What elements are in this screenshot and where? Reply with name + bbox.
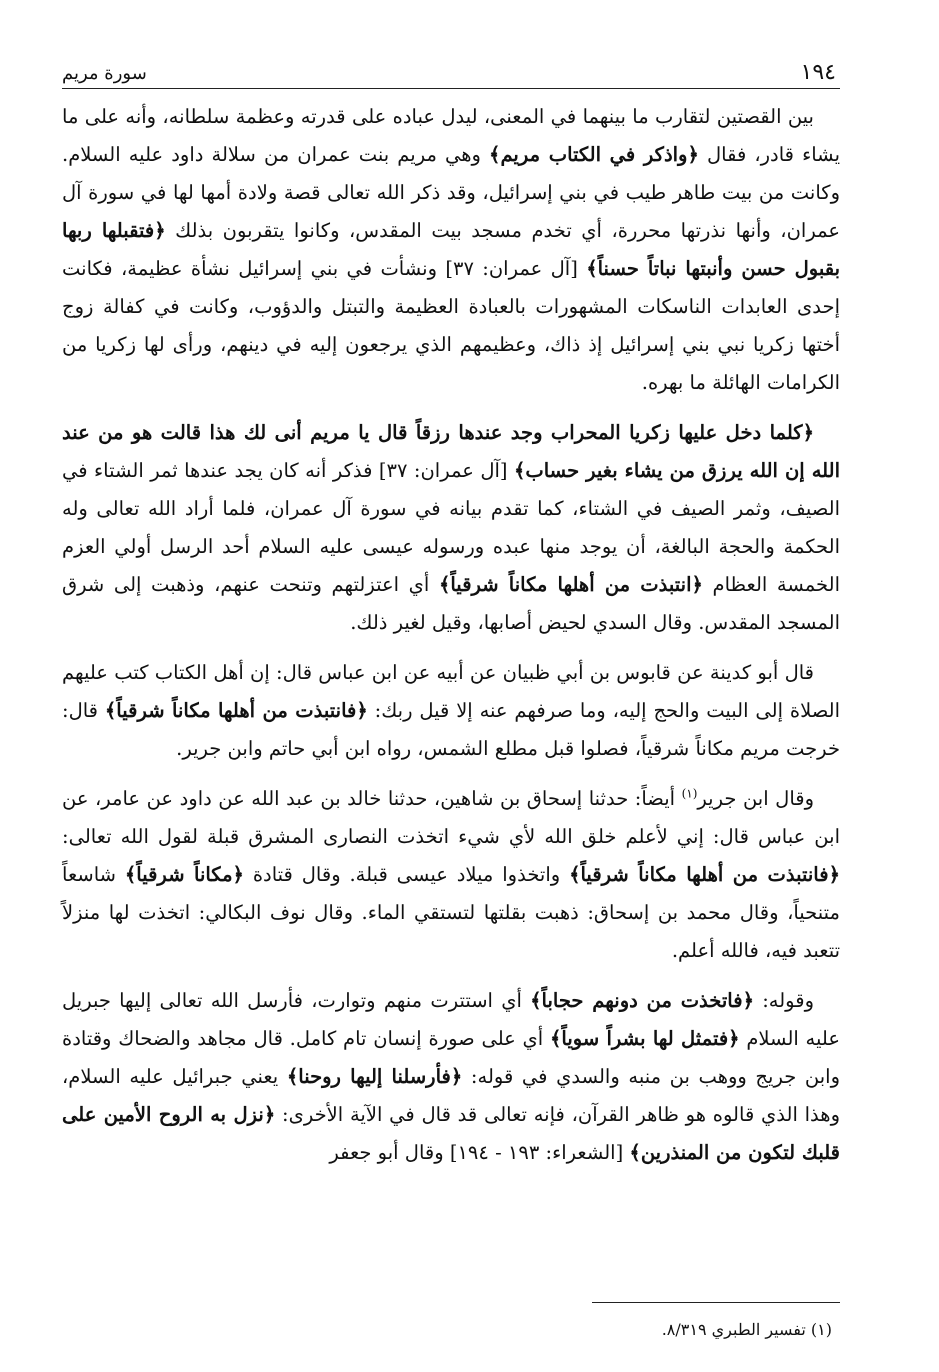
quran-quote: ﴿فاتخذت من دونهم حجاباً﴾ [530, 989, 754, 1012]
text-run: أي على صورة إنسان تام كامل. قال مجاهد والضحاك وقتادة وابن جريج ووهب بن منبه والسدي في قوله: [62, 1027, 840, 1088]
footnote-ref: (١) [681, 786, 698, 801]
text-run: أي اعتزلتهم وتنحت عنهم، وذهبت إلى شرق المسجد المقدس. وقال السدي لحيض أصابها، وقيل لغير ذلك. [62, 573, 840, 634]
quran-quote: ﴿واذكر في الكتاب مريم﴾ [489, 143, 699, 166]
quran-quote: ﴿فانتبذت من أهلها مكاناً شرقياً﴾ [569, 863, 840, 886]
paragraph [62, 98, 840, 402]
text-run: قال: خرجت مريم مكاناً شرقياً، فصلوا قبل مطلع الشمس، رواه ابن أبي حاتم وابن جرير. [62, 699, 840, 760]
surah-title: سورة مريم [62, 63, 147, 84]
quran-quote: ﴿فأرسلنا إليها روحنا﴾ [286, 1065, 463, 1088]
quran-quote: ﴿فتمثل لها بشراً سوياً﴾ [549, 1027, 740, 1050]
text-run: [الشعراء: ١٩٣ - ١٩٤] وقال أبو جعفر [329, 1141, 630, 1164]
text-run: واتخذوا ميلاد عيسى قبلة. وقال قتادة [243, 863, 570, 886]
body-text [62, 98, 840, 1184]
footnote-divider [592, 1302, 840, 1303]
text-run: وقال ابن جرير [697, 787, 814, 810]
quran-quote: ﴿فتقبلها ربها بقبول حسن وأنبتها نباتاً حسناً﴾ [62, 219, 840, 280]
page-header [62, 60, 840, 86]
paragraph [62, 414, 840, 642]
text-run: أي استترت منهم وتوارت، فأرسل الله تعالى إليها جبريل عليه السلام [62, 989, 840, 1050]
text-run: [آل عمران: ٣٧] ونشأت في بني إسرائيل نشأة عظيمة، فكانت إحدى العابدات الناسكات المشهورات بالعبادة العظيمة والتبتل والدؤوب، وكانت في كفالة زوج أختها زكريا نبي بني إسرائيل إذ ذاك، وعظيمهم الذي يرجعون إليه في دينهم، ورأى لها زكريا من الكرامات الهائلة ما بهره. [62, 257, 840, 394]
quran-quote: ﴿كلما دخل عليها زكريا المحراب وجد عندها رزقاً قال يا مريم أنى لك هذا قالت هو من عند الله إن الله يرزق من يشاء بغير حساب﴾ [62, 421, 840, 482]
paragraph [62, 654, 840, 768]
paragraph [62, 982, 840, 1172]
text-run: شاسعاً متنحياً، وقال محمد بن إسحاق: ذهبت بقلتها لتستقي الماء. وقال نوف البكالي: اتخذت لها منزلاً تتعبد فيه، فالله أعلم. [62, 863, 840, 962]
text-run: قال أبو كدينة عن قابوس بن أبي ظبيان عن أبيه عن ابن عباس قال: إن أهل الكتاب كتب عليهم الصلاة إلى البيت والحج إليه، وما صرفهم عنه إلا قيل ربك: [62, 661, 841, 722]
book-page [62, 0, 840, 1372]
text-run: وقوله: [754, 989, 814, 1012]
text-run: وهي مريم بنت عمران من سلالة داود عليه السلام. وكانت من بيت طاهر طيب في بني إسرائيل، وقد ذكر الله تعالى قصة ولادة أمها لها في سورة آل عمران، وأنها نذرتها محررة، أي تخدم مسجد بيت المقدس، وكانوا يتقربون بذلك [62, 143, 841, 242]
text-run: بين القصتين لتقارب ما بينهما في المعنى، ليدل عباده على قدرته وعظمة سلطانه، وأنه على ما يشاء قادر، فقال [62, 105, 840, 166]
text-run: أيضاً: حدثنا إسحاق بن شاهين، حدثنا خالد بن عبد الله عن داود عن عامر، عن ابن عباس قال: إني لأعلم خلق الله لأي شيء اتخذت النصارى المشرق قبلة لقول الله تعالى: [62, 787, 840, 848]
quran-quote: ﴿مكاناً شرقياً﴾ [124, 863, 244, 886]
header-divider [62, 88, 840, 89]
page-number: ١٩٤ [800, 60, 836, 85]
text-run: [آل عمران: ٣٧] فذكر أنه كان يجد عندها ثمر الشتاء في الصيف، وثمر الصيف في الشتاء، كما تقدم بيانه في سورة آل عمران، فلما أراد الله تعالى وله الحكمة والحجة البالغة، أن يوجد منها عبده ورسوله عيسى عليه السلام أحد الرسل أولي العزم الخمسة العظام [62, 459, 841, 596]
footnote: (١) تفسير الطبري ٨/٣١٩. [661, 1320, 832, 1339]
quran-quote: ﴿نزل به الروح الأمين على قلبك لتكون من المنذرين﴾ [62, 1103, 840, 1164]
quran-quote: ﴿انتبذت من أهلها مكاناً شرقياً﴾ [438, 573, 703, 596]
quran-quote: ﴿فانتبذت من أهلها مكاناً شرقياً﴾ [104, 699, 368, 722]
text-run: يعني جبرائيل عليه السلام، وهذا الذي قالوه هو ظاهر القرآن، فإنه تعالى قد قال في الآية الأخرى: [62, 1065, 840, 1126]
paragraph [62, 780, 840, 970]
